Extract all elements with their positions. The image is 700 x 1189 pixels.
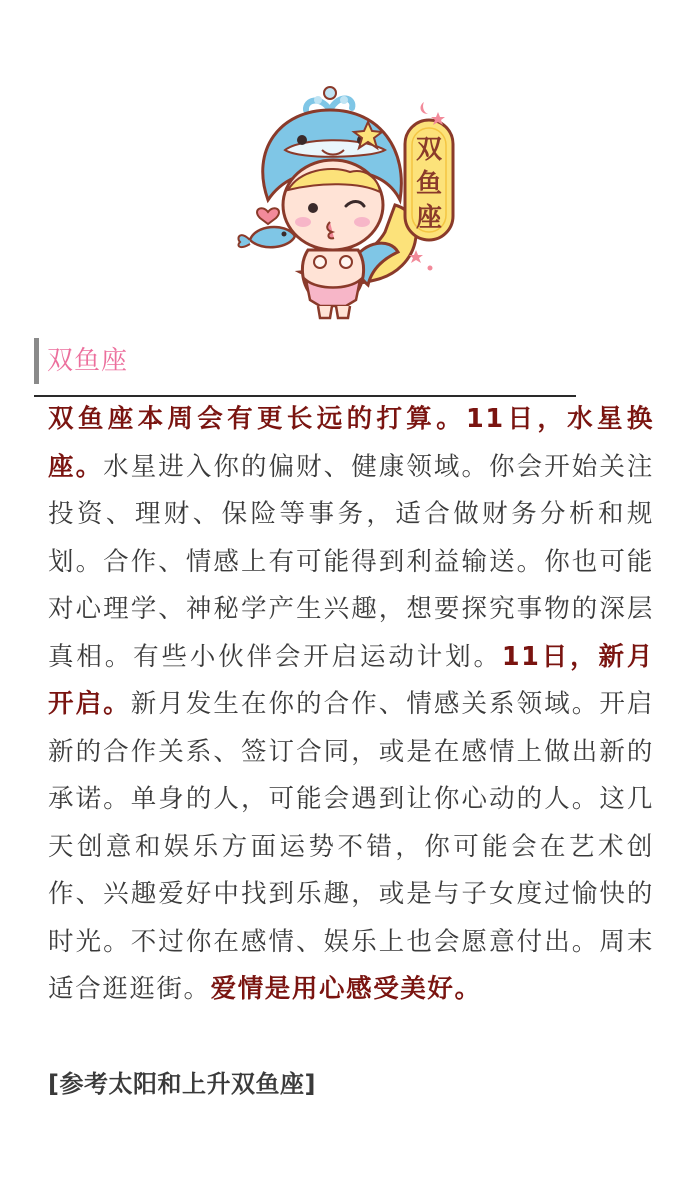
highlight-weekly-summary: 双鱼座本周会有更长远的打算。11日，水星换座。 — [48, 404, 654, 482]
sign-label-badge — [405, 120, 453, 240]
body-text-mercury: 水星进入你的偏财、健康领域。你会开始关注投资、理财、保险等事务，适合做财务分析和规划。合作、情感上有可能得到利益输送。你也可能对心理学、神秘学产生兴趣，想要探究事物的深层真相。有些小伙伴会开启运动计划。 — [48, 451, 654, 672]
body-text-new-moon: 新月发生在你的合作、情感关系领域。开启新的合作关系、签订合同，或是在感情上做出新的承诺。单身的人，可能会遇到让你心动的人。这几天创意和娱乐方面运势不错，你可能会在艺术创作、兴趣爱好中找到乐趣，或是与子女度过愉快的时光。不过你在感情、娱乐上也会愿意付出。周末适合逛逛街。 — [48, 689, 654, 1004]
section-heading: 双鱼座 — [34, 338, 128, 384]
reference-note: [参考太阳和上升双鱼座] — [48, 1070, 316, 1098]
sign-label-char-3: 座 — [415, 203, 443, 233]
pisces-illustration — [0, 0, 700, 330]
sign-label-char-1: 双 — [415, 135, 443, 165]
water-spout-icon — [306, 87, 352, 110]
moon-icon — [421, 102, 428, 114]
sign-label-char-2: 鱼 — [415, 169, 443, 199]
heart-icon — [257, 208, 279, 224]
horoscope-paragraph — [48, 396, 654, 1014]
highlight-new-moon: 11日，新月开启。 — [48, 641, 654, 719]
small-whale-icon — [238, 227, 295, 247]
highlight-love: 爱情是用心感受美好。 — [210, 974, 482, 1004]
